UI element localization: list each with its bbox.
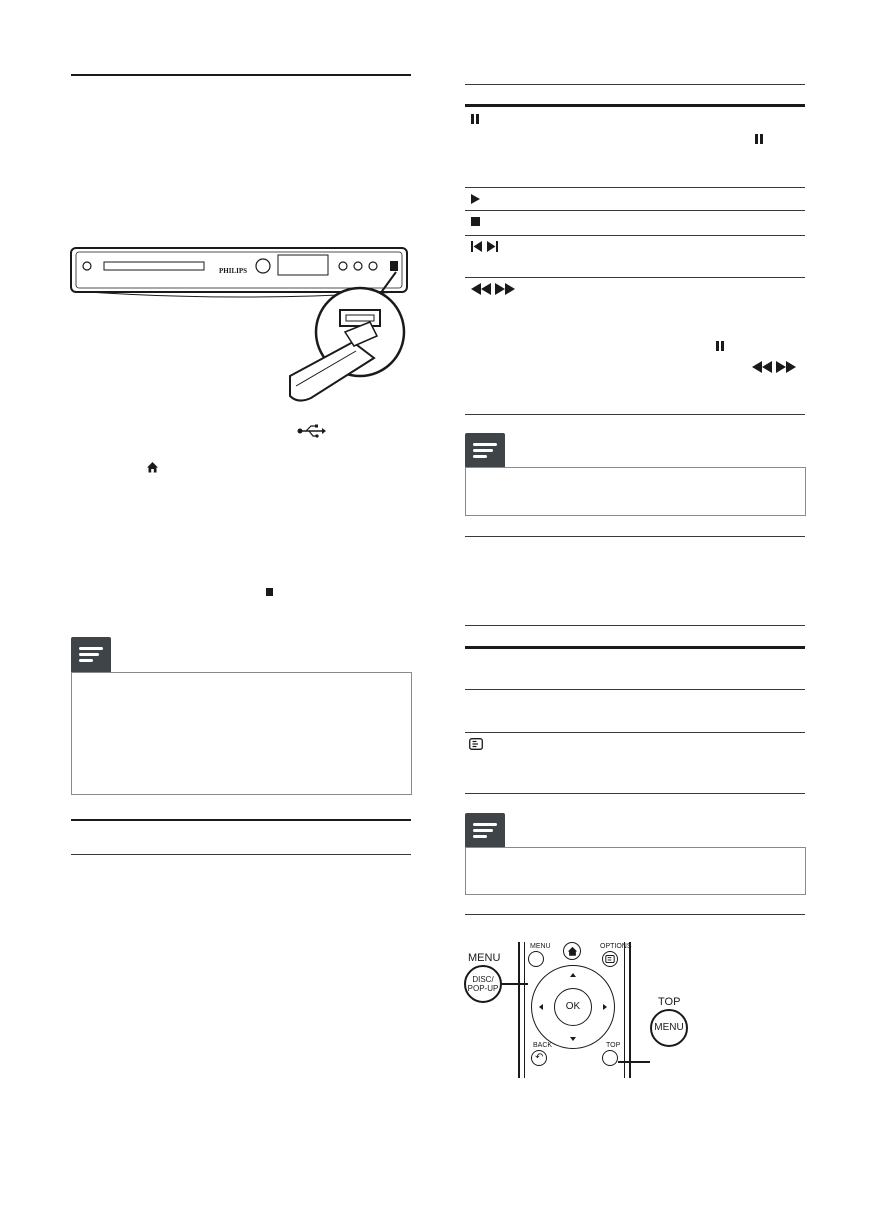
top-menu-label: MENU [654, 1022, 684, 1033]
stop-icon [266, 588, 273, 596]
player-brand: PHILIPS [219, 267, 248, 275]
top-label: TOP [658, 996, 681, 1008]
home-icon [146, 461, 159, 474]
right-rule-11 [465, 793, 805, 794]
right-rule-5 [465, 277, 805, 278]
pause-icon [755, 134, 763, 144]
remote-illustration [460, 940, 700, 1080]
small-menu-label: MENU [530, 943, 551, 950]
stop-icon [471, 217, 480, 226]
right-rule-9 [465, 689, 805, 690]
right-rule-2 [465, 187, 805, 188]
options-icon [605, 955, 615, 963]
pause-icon [471, 114, 479, 124]
options-label: OPTIONS [600, 943, 632, 950]
right-rule-8 [465, 625, 805, 626]
usb-icon [297, 424, 327, 438]
right-rule-7 [465, 536, 805, 537]
right-rule-1 [465, 84, 805, 85]
left-rule-a [71, 819, 411, 821]
pause-icon [716, 341, 724, 351]
play-icon [471, 194, 480, 204]
home-button[interactable] [563, 942, 581, 960]
right-rule-12 [465, 914, 805, 915]
top-menu-button[interactable] [650, 1009, 688, 1047]
right-rule-4 [465, 235, 805, 236]
previous-next-icon [471, 241, 498, 252]
back-icon: ↶ [535, 1052, 544, 1063]
right-table2-header-rule [465, 646, 805, 649]
note-icon [465, 813, 505, 848]
disc-popup-label: DISC/ POP-UP [467, 975, 499, 993]
small-top-label: TOP [606, 1042, 621, 1049]
rewind-fastforward-icon [471, 283, 515, 295]
ok-label: OK [565, 1001, 581, 1012]
options-icon [469, 738, 483, 750]
back-label: BACK [533, 1042, 553, 1049]
home-icon [567, 946, 578, 957]
note-box-right-1 [465, 467, 806, 516]
disc-popup-button[interactable] [464, 965, 502, 1003]
ok-button[interactable] [554, 988, 592, 1026]
note-icon [465, 433, 505, 468]
right-rule-6 [465, 414, 805, 415]
right-rule-10 [465, 732, 805, 733]
small-top-menu-button[interactable] [602, 1050, 618, 1066]
menu-label: MENU [468, 952, 501, 964]
note-box-left [71, 672, 412, 795]
left-top-rule [71, 74, 411, 76]
note-icon [71, 637, 111, 672]
rewind-fastforward-icon [751, 361, 797, 373]
right-table-header-rule [465, 104, 805, 107]
right-rule-3 [465, 210, 805, 211]
player-usb-illustration [68, 236, 413, 411]
left-rule-b [71, 854, 411, 855]
note-box-right-2 [465, 847, 806, 895]
back-button[interactable] [531, 1050, 547, 1066]
